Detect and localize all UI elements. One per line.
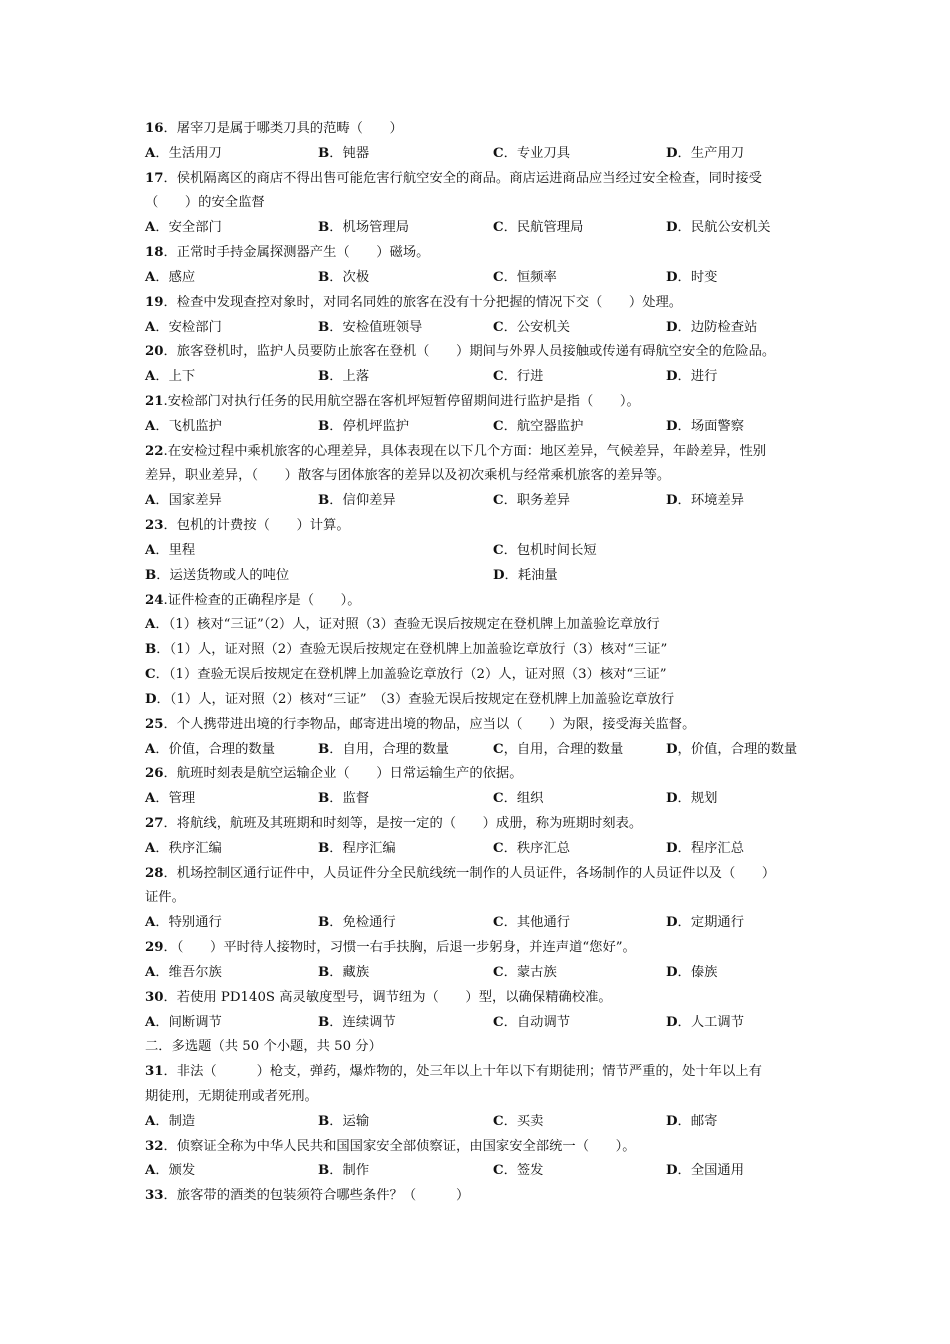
option-text: ．连续调节 — [329, 1014, 396, 1030]
options-row — [145, 416, 845, 438]
option-b — [318, 838, 396, 860]
option-a — [145, 739, 275, 761]
option-d — [666, 838, 744, 860]
question-line — [145, 1136, 636, 1158]
option-b — [318, 490, 396, 512]
text-line: 期徒刑，无期徒刑或者死刑。 — [145, 1088, 318, 1104]
option-text: ．管理 — [155, 791, 196, 807]
option-text: ．制作 — [329, 1163, 370, 1179]
question-text: ．正常时手持金属探测器产生（ ）磁场。 — [163, 245, 430, 261]
option-letter: B — [318, 1163, 330, 1179]
option-text: ．程序汇编 — [329, 840, 396, 856]
question-text: ．旅客带的酒类的包装须符合哪些条件？（ ） — [163, 1188, 470, 1204]
option-letter: C — [493, 145, 504, 161]
question-line — [145, 118, 403, 140]
option-b — [318, 317, 422, 339]
option-text: ．（1）人，证对照（2）核对“三证” （3）查验无误后按规定在登机牌上加盖验讫章放行 — [156, 691, 675, 707]
question-number: 19 — [145, 294, 164, 310]
option-c — [493, 490, 570, 512]
option-letter: C — [493, 741, 504, 757]
option-text: ．公安机关 — [503, 319, 571, 335]
option-text: ．定期通行 — [677, 915, 745, 931]
question-line — [145, 441, 766, 463]
option-text: ．蒙古族 — [503, 964, 557, 980]
question-number: 20 — [145, 344, 164, 360]
option-c — [493, 912, 570, 934]
option-line — [145, 639, 667, 661]
option-letter: B — [318, 269, 330, 285]
option-c — [493, 217, 583, 239]
option-a — [145, 217, 222, 239]
option-text: ．航空器监护 — [503, 418, 584, 434]
option-d — [666, 317, 757, 339]
option-text: ．感应 — [155, 269, 196, 285]
option-letter: C — [145, 667, 156, 683]
option-letter: D — [666, 964, 678, 980]
options-row — [145, 366, 845, 388]
options-row — [145, 739, 845, 761]
option-text: ．上落 — [329, 369, 370, 385]
option-c — [493, 1111, 543, 1133]
option-text: ．组织 — [503, 791, 544, 807]
option-c — [493, 416, 583, 438]
option-text: ．次极 — [329, 269, 370, 285]
option-text: ．人工调节 — [677, 1014, 745, 1030]
question-number: 31 — [145, 1064, 164, 1080]
option-letter: C — [493, 964, 504, 980]
option-a — [145, 912, 222, 934]
text-line: 证件。 — [145, 890, 185, 906]
option-d — [666, 416, 744, 438]
option-text: ．傣族 — [677, 964, 718, 980]
option-b — [318, 912, 396, 934]
option-letter: C — [493, 1113, 504, 1129]
option-letter: C — [493, 493, 504, 509]
options-row — [145, 1160, 845, 1182]
option-letter: A — [145, 1014, 156, 1030]
question-text: ．机场控制区通行证件中，人员证件分全民航线统一制作的人员证件，各场制作的人员证件以及（ ） — [163, 865, 776, 881]
option-letter: B — [318, 791, 330, 807]
question-text: .安检部门对执行任务的民用航空器在客机坪短暂停留期间进行监护是指（ ）。 — [163, 394, 640, 410]
option-letter: B — [318, 741, 330, 757]
option-text: ．安检部门 — [155, 319, 222, 335]
option-letter: D — [493, 567, 505, 583]
option-text: ．程序汇总 — [677, 840, 745, 856]
option-d — [666, 1012, 744, 1034]
option-letter: C — [493, 319, 504, 335]
option-letter: B — [318, 145, 330, 161]
option-letter: C — [493, 369, 504, 385]
option-text: ．安检值班领导 — [329, 319, 423, 335]
options-row — [145, 490, 845, 512]
option-d — [666, 962, 717, 984]
option-d — [666, 490, 744, 512]
option-b — [145, 565, 289, 587]
option-letter: D — [666, 145, 678, 161]
option-a — [145, 416, 222, 438]
question-text: ．非法（ ）枪支，弹药，爆炸物的，处三年以上十年以下有期徒刑；情节严重的，处十年以上有 — [163, 1064, 762, 1080]
question-number: 32 — [145, 1138, 164, 1154]
option-text: ．包机时间长短 — [503, 542, 597, 558]
question-line — [145, 987, 612, 1009]
option-letter: A — [145, 542, 156, 558]
question-number: 26 — [145, 766, 164, 782]
option-text: ．信仰差异 — [329, 493, 396, 509]
option-d — [666, 788, 717, 810]
option-d — [666, 217, 771, 239]
question-text: .在安检过程中乘机旅客的心理差异，具体表现在以下几个方面：地区差异，气候差异，年龄差异，性别 — [163, 443, 767, 459]
options-row — [145, 1111, 845, 1133]
option-b — [318, 788, 369, 810]
option-line — [145, 614, 660, 636]
option-letter: A — [145, 791, 156, 807]
question-number: 16 — [145, 121, 164, 136]
question-line — [145, 341, 775, 363]
question-text: ．个人携带进出境的行李物品，邮寄进出境的物品，应当以（ ）为限，接受海关监督。 — [163, 716, 696, 732]
question-line — [145, 714, 695, 736]
option-c — [493, 1160, 543, 1182]
option-letter: B — [318, 840, 330, 856]
option-letter: D — [666, 1163, 678, 1179]
option-letter: A — [145, 145, 156, 161]
option-letter: D — [666, 840, 678, 856]
option-letter: A — [145, 493, 156, 509]
option-text: ．专业刀具 — [503, 145, 571, 161]
option-text: ．藏族 — [329, 964, 370, 980]
option-text: ．边防检查站 — [677, 319, 758, 335]
option-text: ．颁发 — [155, 1163, 196, 1179]
option-text: ．特别通行 — [155, 915, 222, 931]
option-b — [318, 1012, 396, 1034]
option-text: ．制造 — [155, 1113, 196, 1129]
option-letter: B — [318, 369, 330, 385]
option-letter: B — [318, 964, 330, 980]
option-d — [666, 366, 717, 388]
question-line — [145, 292, 682, 314]
option-letter: A — [145, 1163, 156, 1179]
option-text: ，自用，合理的数量 — [503, 741, 624, 757]
option-letter: A — [145, 1113, 156, 1129]
option-letter: D — [666, 418, 678, 434]
option-letter: D — [666, 741, 678, 757]
option-text: ．场面警察 — [677, 418, 745, 434]
option-text: ．监督 — [329, 791, 370, 807]
options-row — [145, 317, 845, 339]
option-a — [145, 1012, 222, 1034]
option-text: ．机场管理局 — [329, 220, 410, 236]
question-line — [145, 391, 640, 413]
option-a — [145, 1160, 195, 1182]
option-a — [145, 366, 195, 388]
option-letter: D — [666, 220, 678, 236]
question-number: 17 — [145, 170, 164, 186]
option-letter: C — [493, 1014, 504, 1030]
option-text: ．签发 — [503, 1163, 544, 1179]
question-line — [145, 242, 429, 264]
option-line — [145, 664, 667, 686]
option-a — [145, 317, 222, 339]
option-a — [145, 490, 222, 512]
option-a — [145, 838, 222, 860]
option-text: ．秩序汇总 — [503, 840, 571, 856]
option-b — [318, 267, 369, 289]
options-row — [145, 143, 845, 165]
question-text: ．侯机隔离区的商店不得出售可能危害行航空安全的商品。商店运进商品应当经过安全检查，同时接受 — [163, 170, 762, 186]
option-letter: D — [145, 691, 157, 707]
question-number: 30 — [145, 989, 164, 1005]
option-letter: D — [666, 1113, 678, 1129]
question-number: 29 — [145, 940, 164, 956]
option-text: ．进行 — [677, 369, 718, 385]
question-text: ．若使用 PD140S 高灵敏度型号，调节纽为（ ）型，以确保精确校准。 — [163, 989, 612, 1005]
question-line — [145, 515, 350, 537]
option-letter: D — [666, 493, 678, 509]
option-b — [318, 366, 369, 388]
options-row — [145, 912, 845, 934]
option-text: ．自用，合理的数量 — [329, 741, 449, 757]
question-number: 21 — [145, 394, 164, 410]
question-text: ．旅客登机时，监护人员要防止旅客在登机（ ）期间与外界人员接触或传递有碍航空安全的危险品。 — [163, 344, 776, 360]
option-d — [666, 912, 744, 934]
option-text: ．（1）人，证对照（2）查验无误后按规定在登机牌上加盖验讫章放行（3）核对“三证” — [156, 642, 668, 658]
option-letter: A — [145, 915, 156, 931]
option-text: ．自动调节 — [503, 1014, 571, 1030]
question-number: 22 — [145, 443, 164, 459]
option-letter: B — [318, 915, 330, 931]
option-letter: B — [318, 319, 330, 335]
option-d — [666, 739, 797, 761]
text-line: 差异，职业差异，（ ）散客与团体旅客的差异以及初次乘机与经常乘机旅客的差异等。 — [145, 468, 671, 484]
option-letter: C — [493, 418, 504, 434]
option-text: ．秩序汇编 — [155, 840, 222, 856]
option-text: ．买卖 — [503, 1113, 544, 1129]
option-d — [666, 1111, 717, 1133]
option-letter: B — [318, 220, 330, 236]
option-text: ．规划 — [677, 791, 718, 807]
options-row — [145, 540, 845, 562]
option-letter: A — [145, 964, 156, 980]
question-text: ．航班时刻表是航空运输企业（ ）日常运输生产的依据。 — [163, 766, 523, 782]
question-line — [145, 168, 762, 190]
option-d — [666, 267, 717, 289]
option-d — [493, 565, 558, 587]
question-line — [145, 937, 636, 959]
options-row — [145, 838, 845, 860]
option-text: ．钝器 — [329, 145, 370, 161]
option-letter: A — [145, 741, 156, 757]
option-text: ．维吾尔族 — [155, 964, 222, 980]
option-letter: D — [666, 269, 678, 285]
question-text: ．（ ）平时待人接物时，习惯一右手扶胸，后退一步躬身，并连声道“您好”。 — [163, 940, 636, 956]
option-b — [318, 217, 409, 239]
question-number: 18 — [145, 245, 164, 261]
text-line: 二．多选题（共 50 个小题，共 50 分） — [145, 1039, 382, 1055]
option-line — [145, 689, 674, 711]
option-text: ．安全部门 — [155, 220, 222, 236]
option-letter: C — [493, 220, 504, 236]
options-row — [145, 962, 845, 984]
option-letter: A — [145, 220, 156, 236]
question-line — [145, 1061, 762, 1083]
option-text: ．（1）查验无误后按规定在登机牌上加盖验讫章放行（2）人，证对照（3）核对“三证” — [155, 667, 667, 683]
option-text: ．国家差异 — [155, 493, 222, 509]
option-c — [493, 1012, 570, 1034]
question-text: ．将航线，航班及其班期和时刻等，是按一定的（ ）成册，称为班期时刻表。 — [163, 815, 643, 831]
question-text: ．侦察证全称为中华人民共和国国家安全部侦察证，由国家安全部统一（ ）。 — [163, 1138, 636, 1154]
option-text: ．飞机监护 — [155, 418, 222, 434]
option-text: ．全国通用 — [677, 1163, 745, 1179]
option-letter: C — [493, 269, 504, 285]
question-text: ．包机的计费按（ ）计算。 — [163, 518, 350, 534]
option-text: ．停机坪监护 — [329, 418, 410, 434]
option-letter: A — [145, 617, 156, 633]
question-line — [145, 813, 642, 835]
options-row — [145, 1012, 845, 1034]
option-text: ．职务差异 — [503, 493, 571, 509]
option-text: ．环境差异 — [677, 493, 745, 509]
option-text: ．邮寄 — [677, 1113, 718, 1129]
question-number: 28 — [145, 865, 164, 881]
option-a — [145, 267, 195, 289]
option-letter: A — [145, 840, 156, 856]
option-letter: A — [145, 369, 156, 385]
option-letter: B — [145, 567, 157, 583]
option-letter: A — [145, 418, 156, 434]
question-number: 23 — [145, 518, 164, 534]
question-line — [145, 590, 361, 612]
option-b — [318, 416, 409, 438]
option-a — [145, 1111, 195, 1133]
options-row — [145, 217, 845, 239]
question-line — [145, 763, 523, 785]
option-letter: C — [493, 915, 504, 931]
option-letter: D — [666, 915, 678, 931]
question-number: 27 — [145, 815, 164, 831]
option-c — [493, 838, 570, 860]
question-text: ．检查中发现查控对象时，对同名同姓的旅客在没有十分把握的情况下交（ ）处理。 — [163, 294, 683, 310]
options-row — [145, 267, 845, 289]
option-letter: C — [493, 542, 504, 558]
option-a — [145, 788, 195, 810]
option-c — [493, 267, 557, 289]
option-text: ．运送货物或人的吨位 — [156, 567, 290, 583]
option-c — [493, 540, 597, 562]
option-letter: D — [666, 319, 678, 335]
option-b — [318, 962, 369, 984]
option-text: ．免检通行 — [329, 915, 396, 931]
option-a — [145, 143, 222, 165]
option-letter: C — [493, 1163, 504, 1179]
option-b — [318, 1111, 369, 1133]
options-row — [145, 788, 845, 810]
option-text: ．上下 — [155, 369, 196, 385]
option-text: ．生产用刀 — [677, 145, 745, 161]
option-text: ．耗油量 — [504, 567, 558, 583]
question-text: ．屠宰刀是属于哪类刀具的范畴（ ） — [163, 121, 403, 136]
question-number: 24 — [145, 592, 164, 608]
option-d — [666, 143, 744, 165]
option-letter: C — [493, 840, 504, 856]
option-letter: D — [666, 791, 678, 807]
option-text: ．恒频率 — [503, 269, 557, 285]
option-letter: B — [318, 418, 330, 434]
option-text: ．民航公安机关 — [677, 220, 771, 236]
option-a — [145, 962, 222, 984]
option-letter: A — [145, 319, 156, 335]
question-number: 33 — [145, 1188, 164, 1204]
option-b — [318, 1160, 369, 1182]
option-letter: B — [318, 1113, 330, 1129]
option-b — [318, 739, 449, 761]
option-text: ．时变 — [677, 269, 718, 285]
options-row — [145, 565, 845, 587]
option-letter: C — [493, 791, 504, 807]
question-line — [145, 1185, 469, 1207]
option-c — [493, 962, 557, 984]
question-text: .证件检查的正确程序是（ ）。 — [163, 592, 361, 608]
option-letter: B — [145, 642, 157, 658]
option-c — [493, 143, 570, 165]
option-letter: D — [666, 1014, 678, 1030]
option-letter: D — [666, 369, 678, 385]
option-text: ．其他通行 — [503, 915, 571, 931]
option-a — [145, 540, 195, 562]
option-text: ．运输 — [329, 1113, 370, 1129]
option-c — [493, 317, 570, 339]
text-line: （ ）的安全监督 — [145, 195, 265, 211]
option-letter: A — [145, 269, 156, 285]
option-b — [318, 143, 369, 165]
option-c — [493, 366, 543, 388]
option-text: ．民航管理局 — [503, 220, 584, 236]
option-text: ．价值，合理的数量 — [155, 741, 275, 757]
question-number: 25 — [145, 716, 164, 732]
option-text: ．里程 — [155, 542, 196, 558]
option-text: ．行进 — [503, 369, 544, 385]
option-text: ．间断调节 — [155, 1014, 222, 1030]
option-d — [666, 1160, 744, 1182]
option-letter: B — [318, 1014, 330, 1030]
option-text: ，价值，合理的数量 — [677, 741, 798, 757]
option-text: ．生活用刀 — [155, 145, 222, 161]
question-line — [145, 863, 775, 885]
option-c — [493, 739, 623, 761]
option-c — [493, 788, 543, 810]
option-text: ．（1）核对“三证”（2）人，证对照（3）查验无误后按规定在登机牌上加盖验讫章放行 — [155, 617, 660, 633]
option-letter: B — [318, 493, 330, 509]
